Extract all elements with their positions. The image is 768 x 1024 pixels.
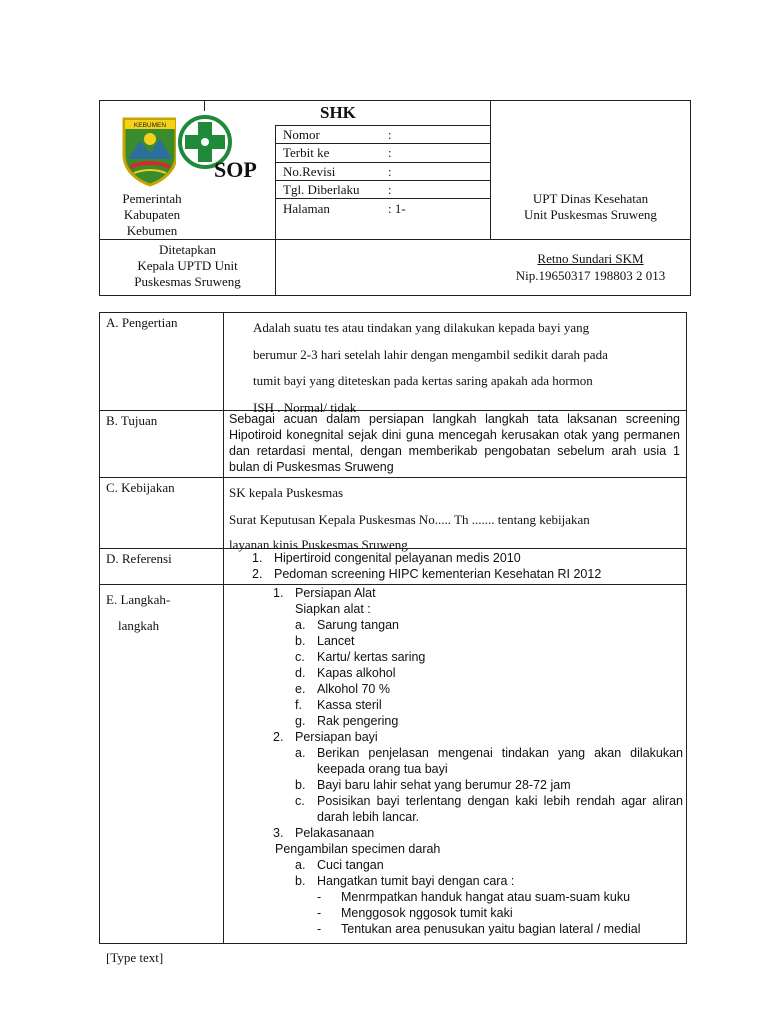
list-letter: b. xyxy=(295,874,306,888)
footer-placeholder: [Type text] xyxy=(106,950,164,965)
signatory-name: Retno Sundari SKM xyxy=(537,251,644,266)
list-dash: - xyxy=(317,890,322,904)
list-item xyxy=(295,857,683,873)
list-text: Tentukan area penusukan yaitu bagian lateral / medial xyxy=(341,922,641,936)
list-letter: a. xyxy=(295,858,306,872)
step-number: 2. xyxy=(273,730,284,744)
ditetapkan-line: Kepala UPTD Unit xyxy=(137,258,238,273)
list-item xyxy=(295,745,683,777)
text-line: SK kepala Puskesmas xyxy=(229,485,344,500)
list-text: Bayi baru lahir sehat yang berumur 28-72 jam xyxy=(317,778,571,792)
text-line: tumit bayi yang diteteskan pada kertas saring apakah ada hormon xyxy=(253,373,593,388)
list-letter: b. xyxy=(295,634,306,648)
pengertian-text xyxy=(253,315,683,421)
org-right-line: UPT Dinas Kesehatan xyxy=(532,191,649,206)
list-text: Kassa steril xyxy=(317,698,382,712)
field-value: : xyxy=(388,145,392,160)
list-item xyxy=(295,777,683,793)
list-letter: c. xyxy=(295,794,305,808)
bayi-list xyxy=(273,745,683,825)
list-text: Sarung tangan xyxy=(317,618,400,632)
text-line: layanan kinis Puskesmas Sruweng xyxy=(229,537,408,552)
field-label: Nomor xyxy=(283,127,320,142)
kebumen-emblem-icon xyxy=(120,115,180,187)
tujuan-text: Sebagai acuan dalam persiapan langkah langkah tata laksanan screening Hipotiroid konegnital sejak dini guna mencegah kerusakan otak yang permanen dan retardasi mental, dengan memberikab pengobatan sebelum arah usia 1 bulan di Puskesmas Sruweng xyxy=(229,412,680,474)
list-item xyxy=(295,713,683,729)
ditetapkan-line: Ditetapkan xyxy=(158,242,217,257)
label-line: langkah xyxy=(118,618,160,633)
list-text: Hipertiroid congenital pelayanan medis 2010 xyxy=(274,551,521,565)
list-item xyxy=(295,633,683,649)
list-letter: a. xyxy=(295,618,306,632)
list-letter: d. xyxy=(295,666,306,680)
section-label-tujuan: B. Tujuan xyxy=(106,413,158,428)
langkah-content xyxy=(273,585,683,937)
list-item xyxy=(295,873,683,889)
list-item xyxy=(295,665,683,681)
step-heading xyxy=(273,729,683,745)
field-diberlaku xyxy=(283,182,360,197)
list-item xyxy=(295,681,683,697)
list-text: Lancet xyxy=(317,634,355,648)
field-value: : 1- xyxy=(388,201,406,216)
text-line: ISH . Normal/ tidak xyxy=(253,399,357,415)
text-line: Adalah suatu tes atau tindakan yang dilakukan kepada bayi yang xyxy=(253,320,590,335)
alat-list xyxy=(273,617,683,729)
field-halaman xyxy=(283,201,330,216)
list-item xyxy=(317,889,683,905)
org-left-line: Pemerintah xyxy=(122,191,182,206)
step-number: 1. xyxy=(273,586,284,600)
list-text: Kapas alkohol xyxy=(317,666,396,680)
label-line: E. Langkah- xyxy=(106,592,171,607)
list-text: Hangatkan tumit bayi dengan cara : xyxy=(317,874,515,888)
list-dash: - xyxy=(317,906,322,920)
list-letter: f. xyxy=(295,698,302,712)
field-label: Terbit ke xyxy=(283,145,330,160)
list-item xyxy=(295,793,683,825)
signatory-block xyxy=(491,250,690,284)
list-text: Posisikan bayi terlentang dengan kaki lebih rendah agar aliran darah lebih lancar. xyxy=(317,794,683,824)
step-heading xyxy=(273,825,683,841)
org-right xyxy=(491,191,690,223)
field-value: : xyxy=(388,164,392,179)
step-title: Persiapan Alat xyxy=(295,586,376,600)
section-label-kebijakan: C. Kebijakan xyxy=(106,480,175,495)
field-label: Tgl. Diberlaku xyxy=(283,182,360,197)
org-right-line: Unit Puskesmas Sruweng xyxy=(524,207,657,222)
text-line: berumur 2-3 hari setelah lahir dengan mengambil sedikit darah pada xyxy=(253,346,608,362)
list-item xyxy=(317,905,683,921)
ditetapkan-line: Puskesmas Sruweng xyxy=(134,274,241,289)
list-text: Cuci tangan xyxy=(317,858,384,872)
field-nomor xyxy=(283,127,320,142)
step-title: Persiapan bayi xyxy=(295,730,378,744)
section-label-pengertian: A. Pengertian xyxy=(106,315,178,330)
field-revisi xyxy=(283,164,335,179)
field-value: : xyxy=(388,127,392,142)
list-text: Rak pengering xyxy=(317,714,399,728)
text-line: Surat Keputusan Kepala Puskesmas No..... Th ....... tentang kebijakan xyxy=(229,512,590,527)
list-item xyxy=(317,921,683,937)
sop-label: SOP xyxy=(214,157,257,182)
section-label-langkah xyxy=(106,587,170,639)
step-title: Pelakasanaan xyxy=(295,826,375,840)
list-text: Berikan penjelasan mengenai tindakan yang akan dilakukan keepada orang tua bayi xyxy=(317,746,683,776)
list-item xyxy=(252,550,682,566)
list-item xyxy=(295,697,683,713)
list-item xyxy=(295,649,683,665)
list-text: Alkohol 70 % xyxy=(317,682,390,696)
list-letter: a. xyxy=(295,746,306,760)
field-label: Halaman xyxy=(283,201,330,216)
list-number: 1. xyxy=(252,551,263,565)
list-item xyxy=(252,566,682,582)
list-item xyxy=(295,617,683,633)
field-label: No.Revisi xyxy=(283,164,336,179)
list-letter: g. xyxy=(295,714,306,728)
document-title: SHK xyxy=(320,103,356,122)
kebijakan-text xyxy=(229,479,683,557)
list-letter: e. xyxy=(295,682,306,696)
list-text: Pedoman screening HIPC kementerian Kesehatan RI 2012 xyxy=(274,567,602,581)
section-label-referensi: D. Referensi xyxy=(106,551,172,566)
step-heading xyxy=(273,585,683,601)
list-number: 2. xyxy=(252,567,263,581)
emblem-text: KEBUMEN xyxy=(133,122,167,129)
org-left-line: Kabupaten xyxy=(123,207,181,222)
list-text: Kartu/ kertas saring xyxy=(317,650,426,664)
step-subheading: Pengambilan specimen darah xyxy=(275,842,441,856)
ditetapkan-block xyxy=(100,242,275,290)
list-dash: - xyxy=(317,922,322,936)
hangat-list xyxy=(273,889,683,937)
list-text: Menrmpatkan handuk hangat atau suam-suam kuku xyxy=(341,890,631,904)
signatory-nip: Nip.19650317 198803 2 013 xyxy=(515,268,666,283)
org-left xyxy=(100,191,204,239)
org-left-line: Kebumen xyxy=(126,223,178,238)
step-number: 3. xyxy=(273,826,284,840)
step-subheading: Siapkan alat : xyxy=(295,602,371,616)
list-text: Menggosok nggosok tumit kaki xyxy=(341,906,513,920)
pelaksanaan-list xyxy=(273,857,683,889)
field-value: : xyxy=(388,182,392,197)
field-terbit xyxy=(283,145,329,160)
list-letter: b. xyxy=(295,778,306,792)
list-letter: c. xyxy=(295,650,305,664)
referensi-list xyxy=(252,550,682,582)
